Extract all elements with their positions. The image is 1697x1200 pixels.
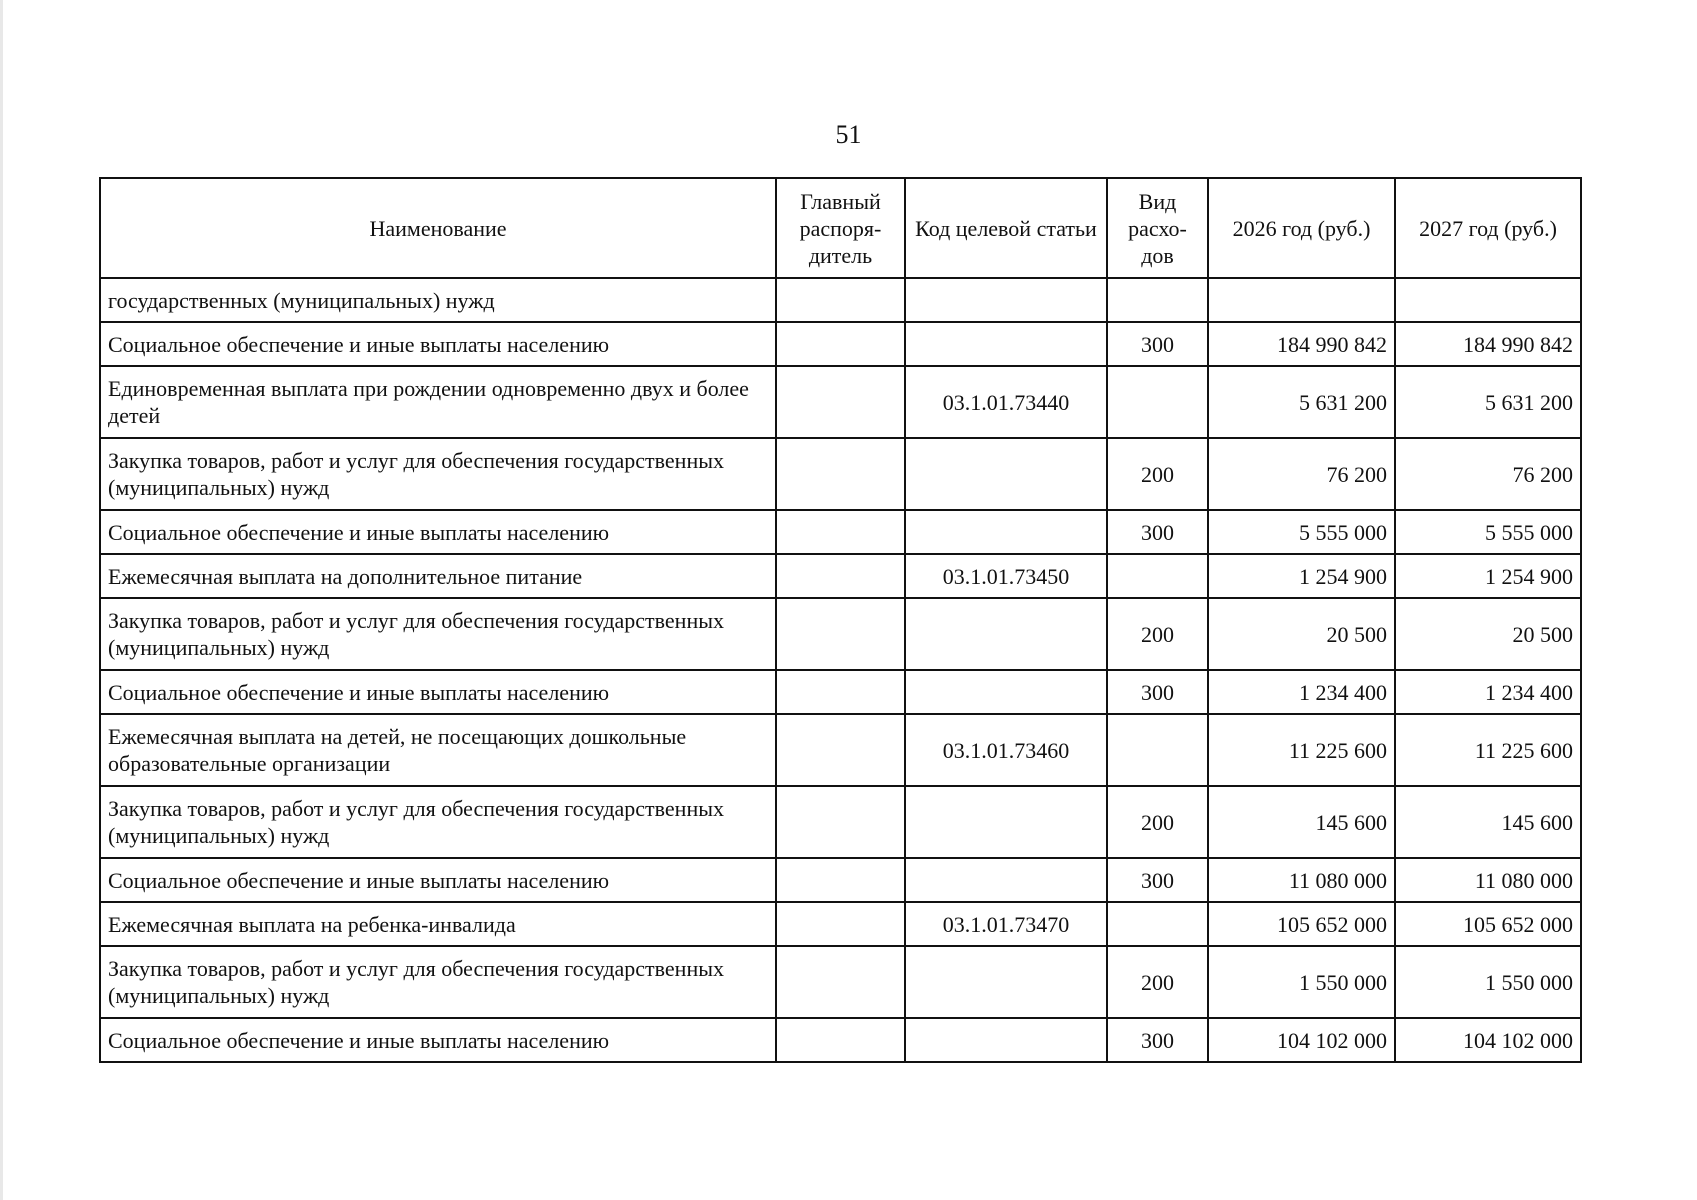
scan-edge bbox=[0, 0, 3, 1200]
cell-code bbox=[905, 322, 1107, 366]
cell-manager bbox=[776, 598, 905, 670]
cell-2027 bbox=[1395, 278, 1581, 322]
cell-name: Социальное обеспечение и иные выплаты населению bbox=[100, 670, 776, 714]
cell-code bbox=[905, 598, 1107, 670]
table-row bbox=[100, 670, 1581, 714]
cell-expense-type: 200 bbox=[1107, 598, 1208, 670]
cell-name: Социальное обеспечение и иные выплаты населению bbox=[100, 1018, 776, 1062]
cell-2027: 1 254 900 bbox=[1395, 554, 1581, 598]
cell-manager bbox=[776, 714, 905, 786]
cell-2026: 145 600 bbox=[1208, 786, 1395, 858]
header-code: Код целевой статьи bbox=[905, 178, 1107, 278]
cell-name: Закупка товаров, работ и услуг для обеспечения государственных (муниципальных) нужд bbox=[100, 946, 776, 1018]
cell-manager bbox=[776, 438, 905, 510]
cell-2026: 11 225 600 bbox=[1208, 714, 1395, 786]
cell-name: Ежемесячная выплата на дополнительное питание bbox=[100, 554, 776, 598]
budget-table bbox=[99, 177, 1582, 1063]
cell-expense-type: 300 bbox=[1107, 322, 1208, 366]
cell-manager bbox=[776, 670, 905, 714]
cell-expense-type bbox=[1107, 554, 1208, 598]
cell-name: Социальное обеспечение и иные выплаты населению bbox=[100, 322, 776, 366]
cell-2026: 76 200 bbox=[1208, 438, 1395, 510]
table-row bbox=[100, 554, 1581, 598]
cell-expense-type: 300 bbox=[1107, 670, 1208, 714]
cell-code: 03.1.01.73440 bbox=[905, 366, 1107, 438]
cell-name: Ежемесячная выплата на ребенка-инвалида bbox=[100, 902, 776, 946]
cell-code bbox=[905, 510, 1107, 554]
cell-2026 bbox=[1208, 278, 1395, 322]
table-body bbox=[100, 278, 1581, 1062]
cell-code bbox=[905, 438, 1107, 510]
cell-manager bbox=[776, 902, 905, 946]
cell-expense-type bbox=[1107, 366, 1208, 438]
cell-name: Закупка товаров, работ и услуг для обеспечения государственных (муниципальных) нужд bbox=[100, 438, 776, 510]
cell-code bbox=[905, 946, 1107, 1018]
header-type: Вид расхо-дов bbox=[1107, 178, 1208, 278]
cell-manager bbox=[776, 322, 905, 366]
cell-name: Единовременная выплата при рождении одновременно двух и более детей bbox=[100, 366, 776, 438]
cell-2027: 20 500 bbox=[1395, 598, 1581, 670]
cell-2027: 1 550 000 bbox=[1395, 946, 1581, 1018]
page-number: 51 bbox=[835, 120, 862, 149]
table-row bbox=[100, 786, 1581, 858]
cell-2027: 76 200 bbox=[1395, 438, 1581, 510]
cell-2027: 5 631 200 bbox=[1395, 366, 1581, 438]
cell-2026: 104 102 000 bbox=[1208, 1018, 1395, 1062]
cell-manager bbox=[776, 510, 905, 554]
cell-expense-type bbox=[1107, 714, 1208, 786]
cell-2026: 1 234 400 bbox=[1208, 670, 1395, 714]
cell-expense-type: 200 bbox=[1107, 438, 1208, 510]
cell-manager bbox=[776, 946, 905, 1018]
cell-name: Закупка товаров, работ и услуг для обеспечения государственных (муниципальных) нужд bbox=[100, 598, 776, 670]
table-row bbox=[100, 322, 1581, 366]
table-row bbox=[100, 946, 1581, 1018]
cell-expense-type: 300 bbox=[1107, 510, 1208, 554]
table-row bbox=[100, 438, 1581, 510]
cell-2027: 1 234 400 bbox=[1395, 670, 1581, 714]
cell-2027: 104 102 000 bbox=[1395, 1018, 1581, 1062]
cell-manager bbox=[776, 1018, 905, 1062]
cell-code bbox=[905, 670, 1107, 714]
cell-code bbox=[905, 858, 1107, 902]
table-row bbox=[100, 902, 1581, 946]
cell-2027: 11 225 600 bbox=[1395, 714, 1581, 786]
cell-manager bbox=[776, 786, 905, 858]
cell-name: Социальное обеспечение и иные выплаты населению bbox=[100, 858, 776, 902]
table-row bbox=[100, 510, 1581, 554]
cell-2026: 105 652 000 bbox=[1208, 902, 1395, 946]
table-row bbox=[100, 278, 1581, 322]
header-2027: 2027 год (руб.) bbox=[1395, 178, 1581, 278]
cell-expense-type: 200 bbox=[1107, 946, 1208, 1018]
cell-name: Социальное обеспечение и иные выплаты населению bbox=[100, 510, 776, 554]
cell-2026: 1 254 900 bbox=[1208, 554, 1395, 598]
cell-2027: 5 555 000 bbox=[1395, 510, 1581, 554]
cell-code bbox=[905, 786, 1107, 858]
table-row bbox=[100, 858, 1581, 902]
cell-manager bbox=[776, 858, 905, 902]
cell-expense-type bbox=[1107, 278, 1208, 322]
cell-code: 03.1.01.73470 bbox=[905, 902, 1107, 946]
cell-2026: 184 990 842 bbox=[1208, 322, 1395, 366]
table-header-row bbox=[100, 178, 1581, 278]
table-row bbox=[100, 714, 1581, 786]
cell-expense-type: 200 bbox=[1107, 786, 1208, 858]
cell-code bbox=[905, 1018, 1107, 1062]
cell-2027: 105 652 000 bbox=[1395, 902, 1581, 946]
cell-2027: 184 990 842 bbox=[1395, 322, 1581, 366]
cell-manager bbox=[776, 366, 905, 438]
cell-expense-type: 300 bbox=[1107, 858, 1208, 902]
cell-expense-type bbox=[1107, 902, 1208, 946]
cell-2027: 145 600 bbox=[1395, 786, 1581, 858]
cell-name: Ежемесячная выплата на детей, не посещающих дошкольные образовательные организации bbox=[100, 714, 776, 786]
header-2026: 2026 год (руб.) bbox=[1208, 178, 1395, 278]
table-row bbox=[100, 598, 1581, 670]
cell-2026: 1 550 000 bbox=[1208, 946, 1395, 1018]
cell-2026: 20 500 bbox=[1208, 598, 1395, 670]
cell-manager bbox=[776, 554, 905, 598]
table-row bbox=[100, 1018, 1581, 1062]
header-name: Наименование bbox=[100, 178, 776, 278]
cell-code: 03.1.01.73460 bbox=[905, 714, 1107, 786]
cell-2026: 5 631 200 bbox=[1208, 366, 1395, 438]
cell-name: Закупка товаров, работ и услуг для обеспечения государственных (муниципальных) нужд bbox=[100, 786, 776, 858]
cell-code: 03.1.01.73450 bbox=[905, 554, 1107, 598]
cell-manager bbox=[776, 278, 905, 322]
cell-2026: 11 080 000 bbox=[1208, 858, 1395, 902]
cell-2027: 11 080 000 bbox=[1395, 858, 1581, 902]
cell-2026: 5 555 000 bbox=[1208, 510, 1395, 554]
cell-name: государственных (муниципальных) нужд bbox=[100, 278, 776, 322]
cell-expense-type: 300 bbox=[1107, 1018, 1208, 1062]
header-manager: Главный распоря-дитель bbox=[776, 178, 905, 278]
table-row bbox=[100, 366, 1581, 438]
cell-code bbox=[905, 278, 1107, 322]
